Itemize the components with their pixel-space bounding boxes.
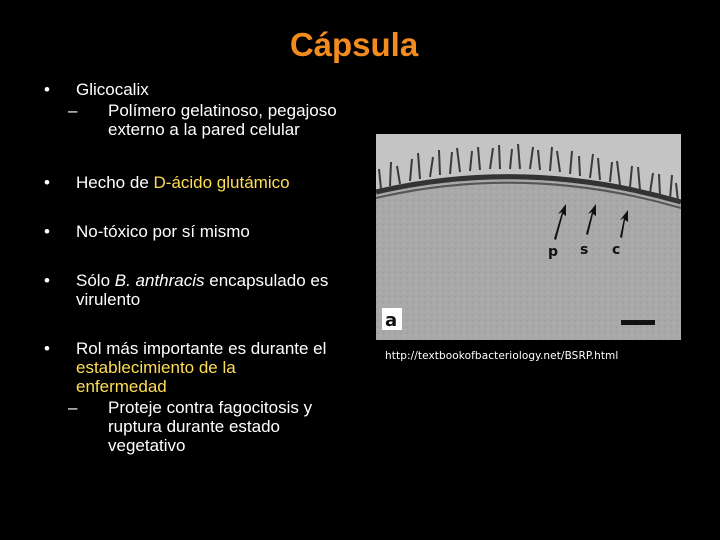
bullet-text-before: Rol más importante es durante el: [76, 339, 327, 358]
label-c: c: [612, 242, 621, 258]
bullet-glicocalix: [40, 80, 370, 99]
bullet-text-before: Hecho de: [76, 173, 154, 192]
slide-title: Cápsula: [289, 26, 419, 63]
bullet-acido-glutamico: [40, 173, 370, 192]
bullet-marker: •: [44, 173, 50, 192]
sub-bullet-marker: –: [68, 398, 78, 417]
sub-bullet-text: Proteje contra fagocitosis y ruptura durante estado vegetativo: [108, 398, 313, 455]
bullet-anthracis: [40, 271, 370, 309]
bullet-highlight: D-ácido glutámico: [153, 173, 290, 192]
label-p: p: [548, 244, 559, 260]
bullet-rol-importante: [40, 339, 370, 396]
cell-cytoplasm: [376, 179, 681, 340]
panel-label: a: [385, 310, 398, 331]
sub-bullet-proteje: [40, 398, 370, 455]
bullet-no-toxico: [40, 222, 370, 241]
bullet-list: [40, 78, 370, 455]
bullet-marker: •: [44, 222, 50, 241]
label-s: s: [580, 242, 589, 258]
scale-bar: [621, 320, 655, 325]
source-caption: http://textbookofbacteriology.net/BSRP.html: [385, 350, 619, 362]
sub-bullet-marker: –: [68, 101, 78, 120]
capsule-micrograph: [376, 134, 681, 340]
sub-bullet-text: Polímero gelatinoso, pegajoso externo a la pared celular: [108, 101, 337, 139]
bullet-text-before: Sólo: [76, 271, 115, 290]
bullet-marker: •: [44, 80, 50, 99]
bullet-text: No-tóxico por sí mismo: [76, 222, 250, 241]
bullet-marker: •: [44, 271, 50, 290]
sub-bullet-polimero: [40, 101, 370, 139]
bullet-marker: •: [44, 339, 50, 358]
bullet-text-after: encapsulado es virulento: [76, 271, 329, 309]
micrograph-svg: [376, 134, 681, 340]
bullet-text: Glicocalix: [76, 80, 149, 99]
bullet-highlight: establecimiento de la enfermedad: [76, 358, 236, 396]
bullet-italic: B. anthracis: [114, 271, 205, 290]
